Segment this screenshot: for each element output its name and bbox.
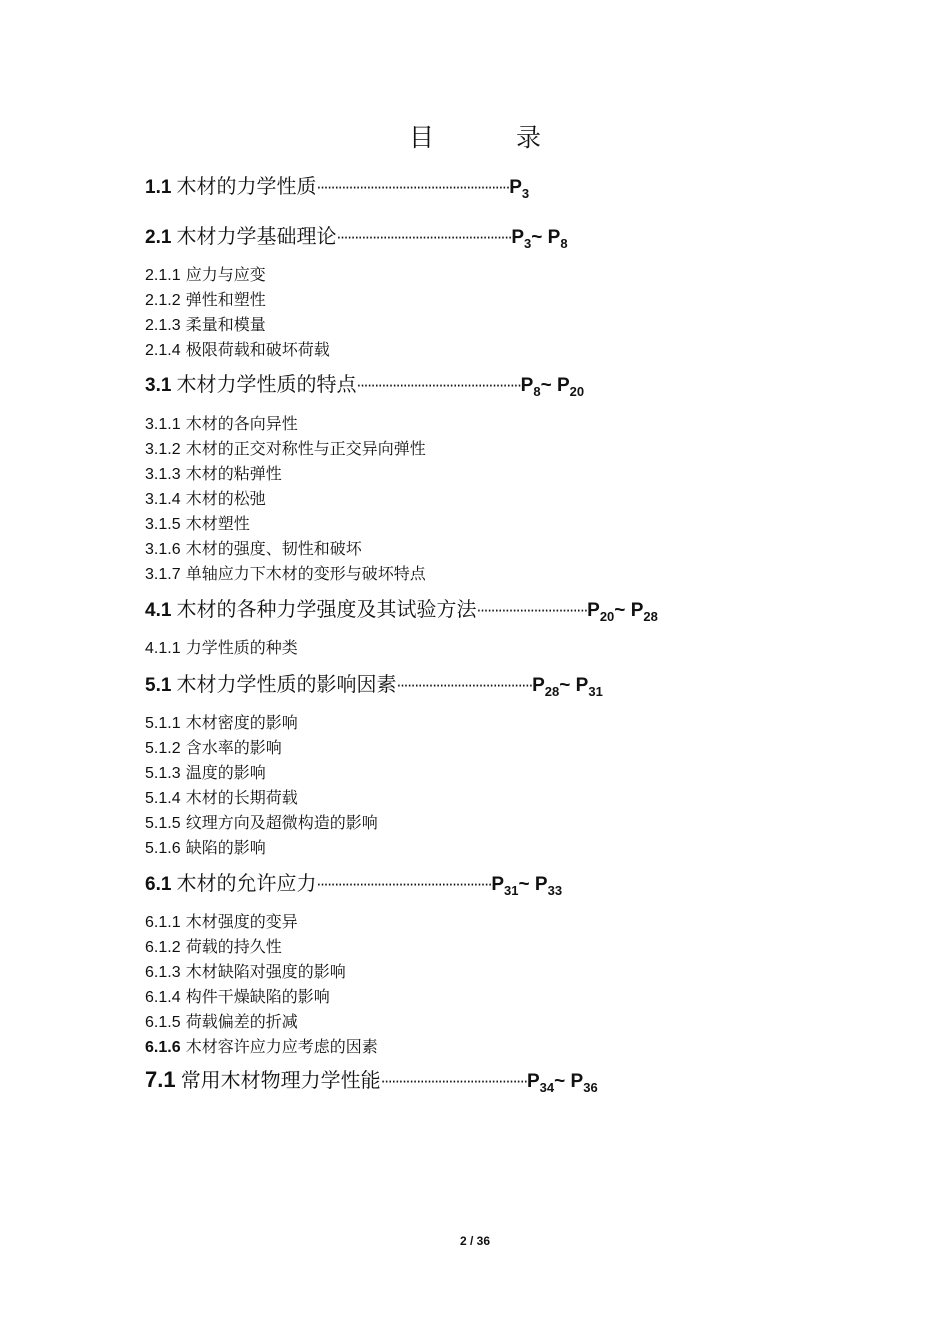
- toc-subsection[interactable]: 5.1.6 缺陷的影响: [145, 838, 266, 857]
- toc-section-7-1[interactable]: [145, 1069, 598, 1094]
- toc-subsection[interactable]: 5.1.2 含水率的影响: [145, 738, 282, 757]
- section-number: 1.1: [145, 177, 172, 198]
- toc-section-6-1[interactable]: [145, 873, 562, 897]
- toc-subsection[interactable]: 3.1.6 木材的强度、韧性和破坏: [145, 539, 362, 558]
- section-title: 木材的力学性质: [176, 174, 317, 198]
- toc-subsection[interactable]: 3.1.4 木材的松弛: [145, 489, 266, 508]
- toc-subsection[interactable]: 2.1.4 极限荷载和破坏荷载: [145, 340, 330, 359]
- toc-subsection[interactable]: 3.1.1 木材的各向异性: [145, 414, 298, 433]
- toc-section-4-1[interactable]: [145, 599, 658, 623]
- toc-title: [0, 118, 950, 154]
- toc-subsection[interactable]: 5.1.3 温度的影响: [145, 763, 266, 782]
- page-range: $P_8\sim$ $P_{20}$: [520, 375, 585, 399]
- section-title: 木材力学性质的影响因素: [176, 672, 397, 696]
- leader-dots: ·················································: [316, 876, 492, 894]
- section-number: 2.1: [145, 227, 172, 248]
- toc-subsection[interactable]: 6.1.1 木材强度的变异: [145, 912, 298, 931]
- section-title: 木材力学性质的特点: [176, 372, 357, 396]
- toc-subsection[interactable]: 6.1.4 构件干燥缺陷的影响: [145, 987, 330, 1006]
- toc-section-5-1[interactable]: [145, 674, 603, 698]
- toc-section-3-1[interactable]: [145, 374, 584, 398]
- section-title: 木材的各种力学强度及其试验方法: [176, 597, 477, 621]
- toc-subsection[interactable]: 2.1.2 弹性和塑性: [145, 290, 266, 309]
- toc-subsection[interactable]: 6.1.5 荷载偏差的折减: [145, 1012, 298, 1031]
- toc-title-char-2: 录: [516, 123, 542, 152]
- toc-subsection[interactable]: 6.1.6 木材容许应力应考虑的因素: [145, 1037, 378, 1056]
- toc-subsection[interactable]: 6.1.2 荷载的持久性: [145, 937, 282, 956]
- toc-subsection[interactable]: 2.1.3 柔量和模量: [145, 315, 266, 334]
- section-number: 3.1: [145, 375, 172, 396]
- toc-subsection[interactable]: 5.1.1 木材密度的影响: [145, 713, 298, 732]
- toc-subsection[interactable]: 3.1.7 单轴应力下木材的变形与破坏特点: [145, 564, 426, 583]
- page-separator: /: [469, 1234, 474, 1248]
- leader-dots: ··············································: [356, 377, 521, 395]
- toc-subsection[interactable]: 3.1.3 木材的粘弹性: [145, 464, 282, 483]
- leader-dots: ·················································: [336, 229, 512, 247]
- section-number: 4.1: [145, 600, 172, 621]
- toc-subsection[interactable]: 6.1.3 木材缺陷对强度的影响: [145, 962, 346, 981]
- section-title: 常用木材物理力学性能: [180, 1068, 381, 1092]
- section-number: 7.1: [145, 1067, 176, 1092]
- section-number: 5.1: [145, 675, 172, 696]
- section-title: 木材的允许应力: [176, 871, 317, 895]
- toc-subsection[interactable]: 5.1.5 纹理方向及超微构造的影响: [145, 813, 378, 832]
- page-range: $P_{31}\sim$ $P_{33}$: [491, 874, 563, 898]
- leader-dots: ······································: [396, 677, 533, 695]
- leader-dots: ·········································: [380, 1073, 527, 1091]
- total-pages: 36: [476, 1234, 491, 1248]
- page-range: $P_3\sim$ $P_8$: [511, 227, 568, 251]
- toc-subsection[interactable]: 4.1.1 力学性质的种类: [145, 638, 298, 657]
- page-range: $P_{20}\sim$ $P_{28}$: [587, 600, 658, 624]
- section-number: 6.1: [145, 874, 172, 895]
- page-range: $P_{34}\sim$ $P_{36}$: [526, 1071, 598, 1095]
- toc-subsection[interactable]: 3.1.2 木材的正交对称性与正交异向弹性: [145, 439, 426, 458]
- toc-section-1-1[interactable]: [145, 176, 529, 200]
- toc-subsection[interactable]: 5.1.4 木材的长期荷载: [145, 788, 298, 807]
- page-footer: [0, 1234, 950, 1248]
- page-ref: $P_3$: [509, 177, 530, 201]
- leader-dots: ·······························: [476, 602, 588, 620]
- toc-subsection[interactable]: 2.1.1 应力与应变: [145, 265, 266, 284]
- toc-subsection[interactable]: 3.1.5 木材塑性: [145, 514, 250, 533]
- page-range: $P_{28}\sim$ $P_{31}$: [532, 675, 603, 699]
- leader-dots: ······················································: [316, 179, 510, 197]
- section-title: 木材力学基础理论: [176, 224, 337, 248]
- current-page: 2: [459, 1234, 467, 1248]
- toc-title-char-1: 目: [408, 123, 434, 152]
- toc-section-2-1[interactable]: [145, 226, 568, 250]
